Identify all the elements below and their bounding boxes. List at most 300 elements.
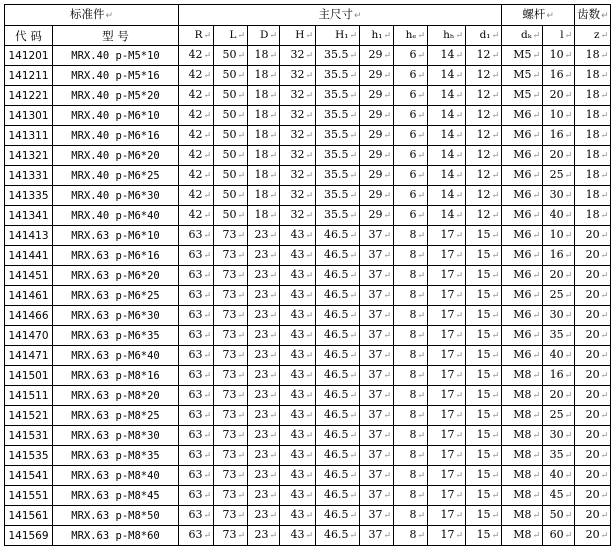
- value-cell: M6↵: [502, 206, 543, 226]
- column-header: dₖ↵: [502, 26, 543, 46]
- value-cell: 8↵: [394, 266, 428, 286]
- value-cell: 43↵: [280, 246, 316, 266]
- value-cell: 73↵: [214, 326, 248, 346]
- value-cell: 46.5↵: [316, 226, 360, 246]
- value-cell: 73↵: [214, 466, 248, 486]
- value-cell: 18↵: [575, 206, 611, 226]
- value-cell: M6↵: [502, 106, 543, 126]
- value-cell: 15↵: [466, 266, 502, 286]
- value-cell: 46.5↵: [316, 286, 360, 306]
- value-cell: 20↵: [575, 446, 611, 466]
- value-cell: 14↵: [428, 46, 466, 66]
- table-row: [5, 326, 611, 346]
- value-cell: 37↵: [360, 466, 394, 486]
- value-cell: 63↵: [179, 406, 214, 426]
- value-cell: 63↵: [179, 486, 214, 506]
- value-cell: 29↵: [360, 206, 394, 226]
- value-cell: 63↵: [179, 306, 214, 326]
- value-cell: 17↵: [428, 306, 466, 326]
- table-row: [5, 306, 611, 326]
- table-row: [5, 466, 611, 486]
- value-cell: 37↵: [360, 406, 394, 426]
- value-cell: 14↵: [428, 186, 466, 206]
- value-cell: 15↵: [466, 486, 502, 506]
- value-cell: 73↵: [214, 526, 248, 546]
- value-cell: 42↵: [179, 86, 214, 106]
- model-cell: MRX.63 p-M6*20: [53, 266, 179, 286]
- value-cell: M6↵: [502, 226, 543, 246]
- value-cell: 16↵: [543, 126, 575, 146]
- value-cell: 8↵: [394, 386, 428, 406]
- value-cell: 8↵: [394, 306, 428, 326]
- value-cell: 46.5↵: [316, 386, 360, 406]
- value-cell: 15↵: [466, 306, 502, 326]
- table-row: [5, 446, 611, 466]
- code-cell: 141521: [5, 406, 53, 426]
- value-cell: 37↵: [360, 246, 394, 266]
- value-cell: 35.5↵: [316, 126, 360, 146]
- value-cell: 73↵: [214, 486, 248, 506]
- model-cell: MRX.40 p-M6*30: [53, 186, 179, 206]
- value-cell: 42↵: [179, 206, 214, 226]
- value-cell: 42↵: [179, 66, 214, 86]
- value-cell: 12↵: [466, 46, 502, 66]
- value-cell: 46.5↵: [316, 306, 360, 326]
- value-cell: 63↵: [179, 246, 214, 266]
- value-cell: 43↵: [280, 426, 316, 446]
- value-cell: 12↵: [466, 86, 502, 106]
- value-cell: M6↵: [502, 326, 543, 346]
- code-cell: 141311: [5, 126, 53, 146]
- model-cell: MRX.63 p-M8*16: [53, 366, 179, 386]
- value-cell: 15↵: [466, 466, 502, 486]
- value-cell: 42↵: [179, 106, 214, 126]
- value-cell: 37↵: [360, 526, 394, 546]
- value-cell: 23↵: [248, 486, 280, 506]
- value-cell: 37↵: [360, 426, 394, 446]
- value-cell: 35.5↵: [316, 46, 360, 66]
- value-cell: 73↵: [214, 286, 248, 306]
- value-cell: M6↵: [502, 146, 543, 166]
- value-cell: 18↵: [575, 46, 611, 66]
- code-cell: 141470: [5, 326, 53, 346]
- value-cell: 73↵: [214, 306, 248, 326]
- model-cell: MRX.40 p-M6*20: [53, 146, 179, 166]
- table-row: [5, 186, 611, 206]
- value-cell: 8↵: [394, 226, 428, 246]
- model-cell: MRX.63 p-M8*25: [53, 406, 179, 426]
- value-cell: 35.5↵: [316, 146, 360, 166]
- value-cell: 18↵: [248, 86, 280, 106]
- value-cell: 20↵: [575, 266, 611, 286]
- table-row: [5, 106, 611, 126]
- value-cell: 15↵: [466, 366, 502, 386]
- value-cell: 73↵: [214, 266, 248, 286]
- table-row: [5, 66, 611, 86]
- value-cell: 35↵: [543, 326, 575, 346]
- code-cell: 141441: [5, 246, 53, 266]
- value-cell: 6↵: [394, 46, 428, 66]
- value-cell: 16↵: [543, 246, 575, 266]
- model-cell: MRX.40 p-M6*10: [53, 106, 179, 126]
- value-cell: 20↵: [543, 386, 575, 406]
- value-cell: 14↵: [428, 166, 466, 186]
- table-row: [5, 246, 611, 266]
- value-cell: 20↵: [575, 326, 611, 346]
- code-cell: 141541: [5, 466, 53, 486]
- value-cell: 20↵: [543, 86, 575, 106]
- value-cell: 12↵: [466, 106, 502, 126]
- value-cell: 18↵: [575, 86, 611, 106]
- value-cell: 63↵: [179, 386, 214, 406]
- table-row: [5, 226, 611, 246]
- value-cell: M8↵: [502, 466, 543, 486]
- value-cell: 18↵: [575, 146, 611, 166]
- value-cell: M8↵: [502, 526, 543, 546]
- table-row: [5, 426, 611, 446]
- value-cell: 32↵: [280, 166, 316, 186]
- value-cell: 43↵: [280, 326, 316, 346]
- value-cell: 43↵: [280, 406, 316, 426]
- value-cell: 16↵: [543, 66, 575, 86]
- value-cell: 63↵: [179, 346, 214, 366]
- group-header-screw: 螺杆↵: [502, 5, 575, 26]
- value-cell: 32↵: [280, 146, 316, 166]
- value-cell: 37↵: [360, 486, 394, 506]
- value-cell: 23↵: [248, 426, 280, 446]
- value-cell: 14↵: [428, 126, 466, 146]
- value-cell: M8↵: [502, 386, 543, 406]
- value-cell: 20↵: [575, 246, 611, 266]
- code-cell: 141535: [5, 446, 53, 466]
- value-cell: M8↵: [502, 486, 543, 506]
- value-cell: 73↵: [214, 346, 248, 366]
- value-cell: 23↵: [248, 446, 280, 466]
- value-cell: 8↵: [394, 286, 428, 306]
- value-cell: 43↵: [280, 366, 316, 386]
- value-cell: 29↵: [360, 166, 394, 186]
- group-header-row: [5, 5, 611, 26]
- value-cell: 17↵: [428, 386, 466, 406]
- value-cell: 18↵: [248, 46, 280, 66]
- value-cell: 37↵: [360, 306, 394, 326]
- value-cell: M6↵: [502, 286, 543, 306]
- value-cell: 17↵: [428, 486, 466, 506]
- value-cell: 14↵: [428, 66, 466, 86]
- value-cell: 46.5↵: [316, 406, 360, 426]
- value-cell: 18↵: [248, 126, 280, 146]
- table-row: [5, 286, 611, 306]
- value-cell: 14↵: [428, 206, 466, 226]
- value-cell: 18↵: [575, 186, 611, 206]
- model-cell: MRX.63 p-M6*16: [53, 246, 179, 266]
- value-cell: 18↵: [575, 126, 611, 146]
- value-cell: 8↵: [394, 446, 428, 466]
- model-cell: MRX.63 p-M8*20: [53, 386, 179, 406]
- value-cell: 37↵: [360, 286, 394, 306]
- value-cell: 50↵: [214, 86, 248, 106]
- value-cell: 43↵: [280, 526, 316, 546]
- table-row: [5, 506, 611, 526]
- value-cell: 50↵: [214, 166, 248, 186]
- value-cell: 73↵: [214, 226, 248, 246]
- table-row: [5, 366, 611, 386]
- value-cell: M5↵: [502, 46, 543, 66]
- value-cell: 50↵: [214, 46, 248, 66]
- value-cell: 25↵: [543, 166, 575, 186]
- value-cell: 43↵: [280, 466, 316, 486]
- value-cell: 42↵: [179, 186, 214, 206]
- value-cell: 50↵: [214, 66, 248, 86]
- value-cell: 23↵: [248, 526, 280, 546]
- value-cell: 43↵: [280, 506, 316, 526]
- value-cell: 8↵: [394, 506, 428, 526]
- value-cell: 8↵: [394, 486, 428, 506]
- value-cell: 23↵: [248, 226, 280, 246]
- value-cell: 10↵: [543, 226, 575, 246]
- value-cell: 30↵: [543, 306, 575, 326]
- value-cell: 18↵: [248, 166, 280, 186]
- value-cell: 32↵: [280, 86, 316, 106]
- value-cell: 12↵: [466, 206, 502, 226]
- model-cell: MRX.63 p-M6*10: [53, 226, 179, 246]
- column-header: hₑ↵: [394, 26, 428, 46]
- value-cell: 37↵: [360, 386, 394, 406]
- value-cell: 14↵: [428, 86, 466, 106]
- code-cell: 141201: [5, 46, 53, 66]
- model-cell: MRX.40 p-M6*25: [53, 166, 179, 186]
- value-cell: 23↵: [248, 466, 280, 486]
- value-cell: 6↵: [394, 206, 428, 226]
- value-cell: 63↵: [179, 366, 214, 386]
- value-cell: 18↵: [575, 66, 611, 86]
- column-header: z↵: [575, 26, 611, 46]
- value-cell: 10↵: [543, 46, 575, 66]
- value-cell: 23↵: [248, 406, 280, 426]
- value-cell: 43↵: [280, 286, 316, 306]
- value-cell: 50↵: [214, 186, 248, 206]
- column-header: R↵: [179, 26, 214, 46]
- value-cell: 35.5↵: [316, 166, 360, 186]
- model-cell: MRX.40 p-M5*10: [53, 46, 179, 66]
- value-cell: M8↵: [502, 506, 543, 526]
- value-cell: 37↵: [360, 326, 394, 346]
- value-cell: 15↵: [466, 506, 502, 526]
- value-cell: 20↵: [575, 486, 611, 506]
- code-cell: 141501: [5, 366, 53, 386]
- value-cell: 46.5↵: [316, 366, 360, 386]
- model-cell: MRX.63 p-M6*30: [53, 306, 179, 326]
- value-cell: 6↵: [394, 186, 428, 206]
- value-cell: 50↵: [214, 146, 248, 166]
- value-cell: 8↵: [394, 426, 428, 446]
- value-cell: 63↵: [179, 446, 214, 466]
- model-cell: MRX.40 p-M6*40: [53, 206, 179, 226]
- value-cell: 12↵: [466, 186, 502, 206]
- value-cell: 40↵: [543, 466, 575, 486]
- code-cell: 141321: [5, 146, 53, 166]
- value-cell: 46.5↵: [316, 466, 360, 486]
- code-cell: 141413: [5, 226, 53, 246]
- model-cell: MRX.63 p-M8*60: [53, 526, 179, 546]
- column-header: l↵: [543, 26, 575, 46]
- value-cell: 46.5↵: [316, 346, 360, 366]
- model-cell: MRX.63 p-M8*30: [53, 426, 179, 446]
- table-row: [5, 266, 611, 286]
- value-cell: 25↵: [543, 406, 575, 426]
- value-cell: 20↵: [575, 346, 611, 366]
- model-cell: MRX.63 p-M8*45: [53, 486, 179, 506]
- code-cell: 141511: [5, 386, 53, 406]
- model-cell: MRX.63 p-M6*25: [53, 286, 179, 306]
- value-cell: M6↵: [502, 346, 543, 366]
- value-cell: M8↵: [502, 426, 543, 446]
- value-cell: 46.5↵: [316, 246, 360, 266]
- value-cell: 23↵: [248, 386, 280, 406]
- value-cell: 29↵: [360, 186, 394, 206]
- value-cell: 32↵: [280, 186, 316, 206]
- value-cell: 43↵: [280, 446, 316, 466]
- value-cell: 6↵: [394, 166, 428, 186]
- code-cell: 141461: [5, 286, 53, 306]
- value-cell: 60↵: [543, 526, 575, 546]
- table-row: [5, 406, 611, 426]
- value-cell: 43↵: [280, 226, 316, 246]
- value-cell: 15↵: [466, 446, 502, 466]
- value-cell: 18↵: [248, 106, 280, 126]
- table-row: [5, 346, 611, 366]
- value-cell: 15↵: [466, 426, 502, 446]
- value-cell: 23↵: [248, 266, 280, 286]
- value-cell: 50↵: [543, 506, 575, 526]
- value-cell: 29↵: [360, 46, 394, 66]
- value-cell: 63↵: [179, 326, 214, 346]
- value-cell: 17↵: [428, 286, 466, 306]
- value-cell: 37↵: [360, 446, 394, 466]
- value-cell: 6↵: [394, 126, 428, 146]
- value-cell: 10↵: [543, 106, 575, 126]
- value-cell: 46.5↵: [316, 266, 360, 286]
- value-cell: 73↵: [214, 406, 248, 426]
- model-cell: MRX.63 p-M8*40: [53, 466, 179, 486]
- value-cell: 73↵: [214, 366, 248, 386]
- code-cell: 141331: [5, 166, 53, 186]
- value-cell: 18↵: [248, 206, 280, 226]
- value-cell: M8↵: [502, 446, 543, 466]
- value-cell: 29↵: [360, 86, 394, 106]
- value-cell: 17↵: [428, 406, 466, 426]
- model-cell: MRX.40 p-M6*16: [53, 126, 179, 146]
- value-cell: 18↵: [248, 146, 280, 166]
- code-cell: 141471: [5, 346, 53, 366]
- model-cell: MRX.63 p-M8*50: [53, 506, 179, 526]
- value-cell: 43↵: [280, 306, 316, 326]
- value-cell: 15↵: [466, 326, 502, 346]
- model-cell: MRX.63 p-M6*40: [53, 346, 179, 366]
- value-cell: 15↵: [466, 286, 502, 306]
- value-cell: 32↵: [280, 126, 316, 146]
- value-cell: 14↵: [428, 106, 466, 126]
- value-cell: 73↵: [214, 426, 248, 446]
- column-header: D↵: [248, 26, 280, 46]
- model-cell: MRX.63 p-M8*35: [53, 446, 179, 466]
- value-cell: 8↵: [394, 406, 428, 426]
- value-cell: 43↵: [280, 346, 316, 366]
- value-cell: 18↵: [248, 66, 280, 86]
- column-header: H₁↵: [316, 26, 360, 46]
- value-cell: M6↵: [502, 246, 543, 266]
- value-cell: 30↵: [543, 186, 575, 206]
- value-cell: 29↵: [360, 66, 394, 86]
- value-cell: 18↵: [248, 186, 280, 206]
- value-cell: 17↵: [428, 446, 466, 466]
- value-cell: M8↵: [502, 406, 543, 426]
- value-cell: 45↵: [543, 486, 575, 506]
- value-cell: 37↵: [360, 266, 394, 286]
- value-cell: 8↵: [394, 246, 428, 266]
- value-cell: 46.5↵: [316, 526, 360, 546]
- model-cell: MRX.40 p-M5*20: [53, 86, 179, 106]
- value-cell: 42↵: [179, 46, 214, 66]
- code-cell: 141221: [5, 86, 53, 106]
- column-header: d₁↵: [466, 26, 502, 46]
- column-header: L↵: [214, 26, 248, 46]
- group-header-main-dimensions: 主尺寸↵: [179, 5, 502, 26]
- value-cell: 73↵: [214, 506, 248, 526]
- value-cell: 12↵: [466, 66, 502, 86]
- value-cell: 23↵: [248, 306, 280, 326]
- code-cell: 141466: [5, 306, 53, 326]
- value-cell: 42↵: [179, 126, 214, 146]
- value-cell: 20↵: [575, 366, 611, 386]
- table-row: [5, 526, 611, 546]
- value-cell: 35.5↵: [316, 186, 360, 206]
- value-cell: 37↵: [360, 346, 394, 366]
- value-cell: 63↵: [179, 466, 214, 486]
- value-cell: 63↵: [179, 506, 214, 526]
- value-cell: 20↵: [575, 506, 611, 526]
- value-cell: M6↵: [502, 266, 543, 286]
- value-cell: 73↵: [214, 246, 248, 266]
- value-cell: 29↵: [360, 106, 394, 126]
- value-cell: 15↵: [466, 346, 502, 366]
- value-cell: 25↵: [543, 286, 575, 306]
- value-cell: 17↵: [428, 506, 466, 526]
- column-header: 代 码: [5, 26, 53, 46]
- column-header: h₁↵: [360, 26, 394, 46]
- value-cell: 37↵: [360, 366, 394, 386]
- value-cell: 17↵: [428, 366, 466, 386]
- value-cell: 6↵: [394, 146, 428, 166]
- model-cell: MRX.63 p-M6*35: [53, 326, 179, 346]
- value-cell: 6↵: [394, 86, 428, 106]
- value-cell: 23↵: [248, 326, 280, 346]
- value-cell: 18↵: [575, 166, 611, 186]
- value-cell: 12↵: [466, 166, 502, 186]
- table-row: [5, 146, 611, 166]
- value-cell: 23↵: [248, 346, 280, 366]
- value-cell: 46.5↵: [316, 326, 360, 346]
- code-cell: 141531: [5, 426, 53, 446]
- value-cell: 20↵: [575, 466, 611, 486]
- value-cell: 50↵: [214, 206, 248, 226]
- value-cell: 20↵: [543, 266, 575, 286]
- value-cell: 35.5↵: [316, 66, 360, 86]
- value-cell: 23↵: [248, 366, 280, 386]
- value-cell: 29↵: [360, 126, 394, 146]
- value-cell: 15↵: [466, 386, 502, 406]
- value-cell: M6↵: [502, 126, 543, 146]
